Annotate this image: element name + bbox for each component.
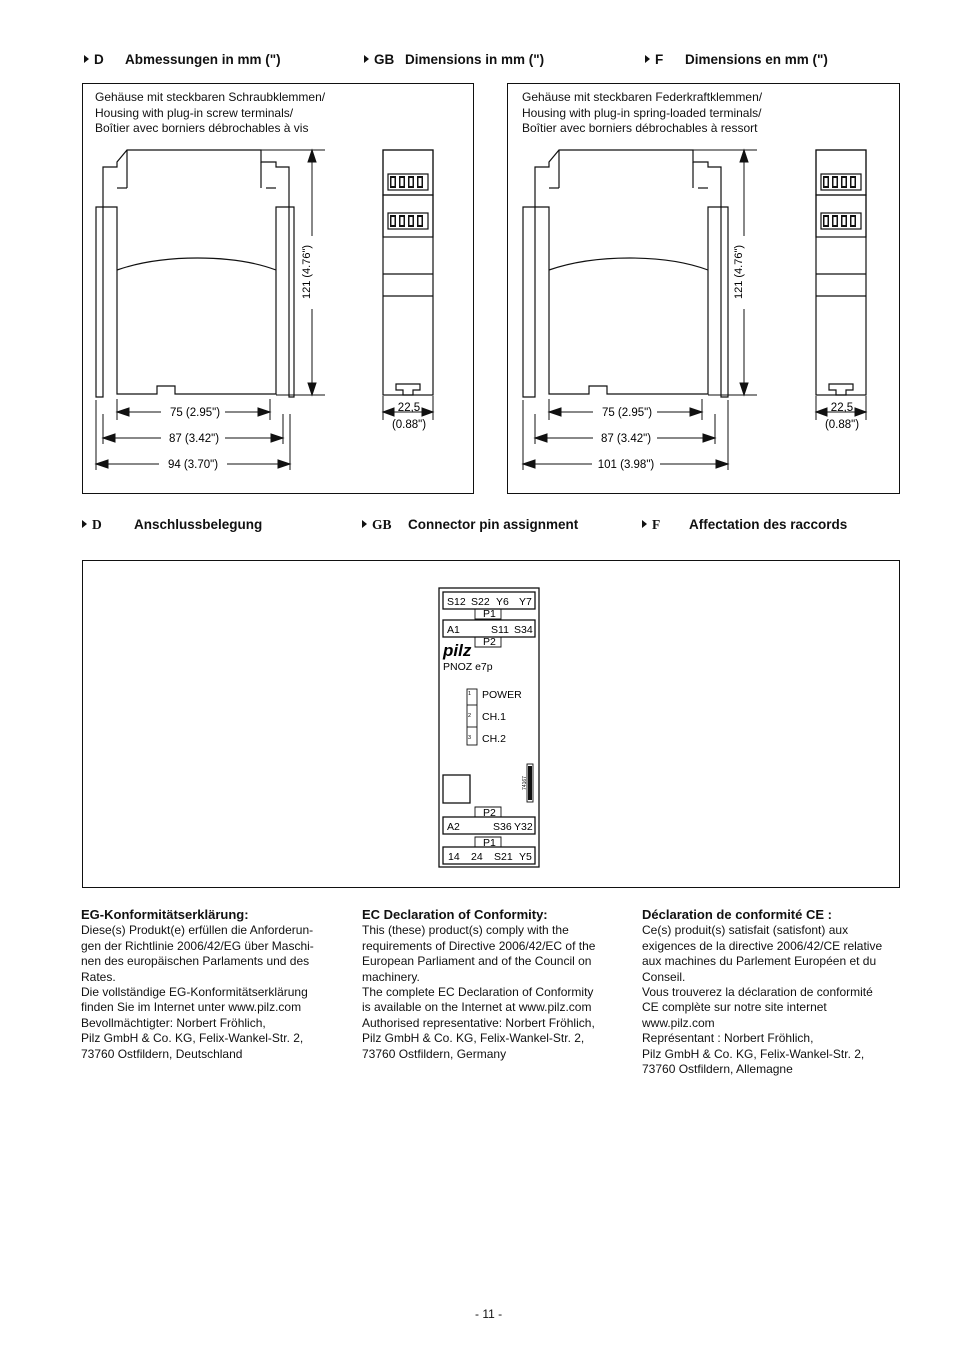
plug-label: P2 — [483, 807, 496, 819]
arrow-right-icon — [364, 55, 369, 63]
led-label-ch2: CH.2 — [482, 733, 506, 745]
height-dim-label: 121 (4.76") — [301, 244, 313, 300]
width-75-label: 75 (2.95") — [601, 407, 653, 419]
plug-label: P2 — [483, 636, 496, 648]
pin-header-gb: GB Connector pin assignment — [362, 517, 578, 533]
model-label: PNOZ e7p — [443, 661, 493, 673]
width-total-label: 101 (3.98") — [597, 459, 655, 471]
arrow-right-icon — [645, 55, 650, 63]
connector-diagram-box — [82, 560, 900, 888]
side-width-label: 22,5 — [830, 402, 854, 414]
led-number: 3 — [468, 735, 472, 741]
declaration-fr: Déclaration de conformité CE : Ce(s) produit(s) satisfait (satisfont) aux exigences de la directive 2006/42/CE relative aux machines du Parlement Européen et du Conseil. Vous trouverez la déclaration de conformité CE complète sur notre site internet www.pilz.com Représentant : Norbert Fröhlich, Pilz GmbH & Co. KG, Felix-Wankel-Str. 2, 73760 Ostfildern, Allemagne — [642, 907, 883, 1077]
arrow-right-icon — [642, 520, 647, 528]
width-87-label: 87 (3.42") — [600, 433, 652, 445]
plug-label: P1 — [483, 608, 496, 620]
declaration-gb: EC Declaration of Conformity: This (these) product(s) comply with the requirements of Directive 2006/42/EC of the European Parliament and of the Council on machinery. The complete EC Declaration of Conformity is available on the Internet at www.pilz.com Authorised representative: Norbert Fröhlich, Pilz GmbH & Co. KG, Felix-Wankel-Str. 2, 73760 Ostfildern, Germany — [362, 907, 596, 1061]
drawing-caption: Gehäuse mit steckbaren Schraubklemmen/ Housing with plug-in screw terminals/ Boîtier avec borniers débrochables à vis — [95, 90, 326, 135]
led-label-ch1: CH.1 — [482, 711, 506, 723]
terminal-label: Y32 — [514, 821, 533, 833]
pilz-logo: pilz — [443, 641, 472, 660]
terminal-label: S21 — [494, 851, 513, 863]
dimensions-header-f: F Dimensions en mm (") — [645, 52, 828, 67]
dimension-drawing-spring — [507, 83, 900, 494]
housing-drawing — [508, 84, 899, 493]
led-number: 1 — [468, 691, 472, 697]
dimension-drawing-screw — [82, 83, 474, 494]
terminal-label: Y7 — [519, 596, 532, 608]
arrow-right-icon — [82, 520, 87, 528]
plug-label: P1 — [483, 837, 496, 849]
page-number: - 11 - — [475, 1307, 503, 1321]
declaration-de: EG-Konformitätserklärung: Diese(s) Produkt(e) erfüllen die Anforderun- gen der Richtlinie 2006/42/EG über Maschi- nen des europäischen Parlaments und des Rates. Die vollständige EG-Konformitätserklärung finden Sie im Internet unter www.pilz.com Bevollmächtigter: Norbert Fröhlich, Pilz GmbH & Co. KG, Felix-Wankel-Str. 2, 73760 Ostfildern, Deutschland — [81, 907, 314, 1061]
terminal-label: 24 — [471, 851, 483, 863]
led-label-power: POWER — [482, 689, 522, 701]
pin-header-f: F Affectation des raccords — [642, 517, 847, 533]
side-code: 74167 — [522, 776, 528, 790]
pin-header-d: D Anschlussbelegung — [82, 517, 262, 533]
height-dim-label: 121 (4.76") — [733, 244, 745, 300]
side-width-inch-label: (0.88") — [824, 419, 860, 431]
terminal-label: A2 — [447, 821, 460, 833]
arrow-right-icon — [362, 520, 367, 528]
side-width-label: 22,5 — [397, 402, 421, 414]
arrow-right-icon — [84, 55, 89, 63]
terminal-label: S36 — [493, 821, 512, 833]
device-front-panel — [83, 561, 899, 887]
drawing-caption: Gehäuse mit steckbaren Federkraftklemmen/ Housing with plug-in spring-loaded terminals/ Boîtier avec borniers débrochables à ressort — [522, 90, 763, 135]
terminal-label: S12 — [447, 596, 466, 608]
terminal-label: S34 — [514, 624, 533, 636]
width-total-label: 94 (3.70") — [167, 459, 219, 471]
terminal-label: 14 — [448, 851, 460, 863]
terminal-label: A1 — [447, 624, 460, 636]
width-87-label: 87 (3.42") — [168, 433, 220, 445]
width-75-label: 75 (2.95") — [169, 407, 221, 419]
terminal-label: Y5 — [519, 851, 532, 863]
side-width-inch-label: (0.88") — [391, 419, 427, 431]
dimensions-header-gb: GB Dimensions in mm (") — [364, 52, 544, 67]
dimensions-header-d: D Abmessungen in mm (") — [84, 52, 281, 67]
terminal-label: Y6 — [496, 596, 509, 608]
housing-drawing — [83, 84, 473, 493]
terminal-label: S22 — [471, 596, 490, 608]
terminal-label: S11 — [491, 624, 509, 636]
led-number: 2 — [468, 713, 472, 719]
